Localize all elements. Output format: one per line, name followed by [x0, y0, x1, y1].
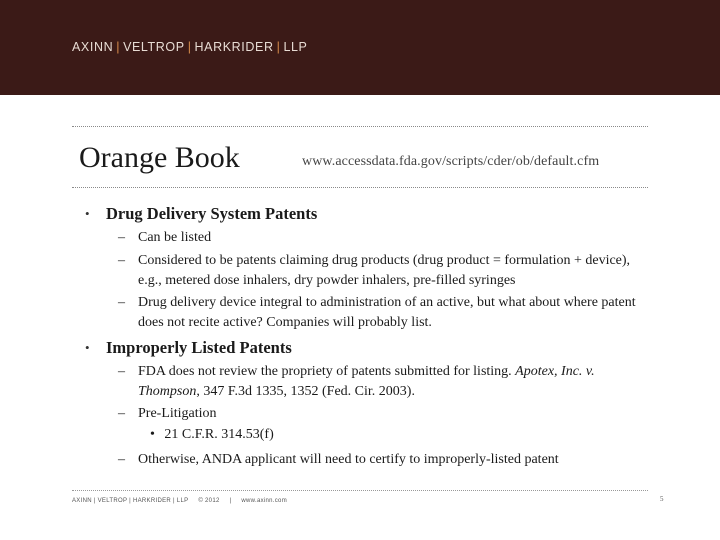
firm-logo: AXINN | VELTROP | HARKRIDER | LLP [72, 40, 308, 54]
footer-copyright: © 2012 [198, 498, 220, 504]
header-bar [0, 0, 720, 95]
bullet-heading-drug-delivery: Drug Delivery System Patents [106, 204, 318, 223]
logo-part-axinn: AXINN [72, 40, 114, 54]
footer-divider: | [229, 498, 232, 504]
list-item: – Drug delivery device integral to administration of an active, but what about where patent does not recite active? Companies will probably list. [118, 295, 636, 330]
title-bottom-rule [72, 187, 648, 188]
bullet-marker: • [85, 206, 90, 221]
footer-rule [72, 490, 648, 491]
bullet-marker: • [85, 340, 90, 355]
list-item: • 21 C.F.R. 314.53(f) [150, 427, 274, 442]
footer-firm: AXINN | VELTROP | HARKRIDER | LLP [72, 498, 189, 504]
list-item: – Considered to be patents claiming drug products (drug product = formulation + device), e.g., metered dose inhalers, dry powder inhalers, pre-filled syringes [118, 253, 631, 288]
logo-part-llp: LLP [283, 40, 308, 54]
case-citation: Apotex, Inc. v. Thompson [138, 364, 595, 399]
slide-title: Orange Book [79, 141, 240, 174]
footer-website: www.axinn.com [241, 498, 287, 504]
source-url: www.accessdata.fda.gov/scripts/cder/ob/default.cfm [302, 154, 600, 169]
title-top-rule [72, 126, 648, 127]
bullet-heading-improperly-listed: Improperly Listed Patents [106, 338, 292, 357]
logo-part-veltrop: VELTROP [123, 40, 185, 54]
list-item: – Can be listed [118, 230, 212, 245]
list-item: – Pre-Litigation [118, 406, 217, 421]
page-number: 5 [660, 495, 664, 503]
list-item: – FDA does not review the propriety of patents submitted for listing. Apotex, Inc. v. Thompson, 347 F.3d 1335, 1352 (Fed. Cir. 2003). [118, 364, 595, 399]
list-item: – Otherwise, ANDA applicant will need to certify to improperly-listed patent [118, 452, 559, 467]
footer [72, 498, 295, 504]
logo-part-harkrider: HARKRIDER [194, 40, 274, 54]
